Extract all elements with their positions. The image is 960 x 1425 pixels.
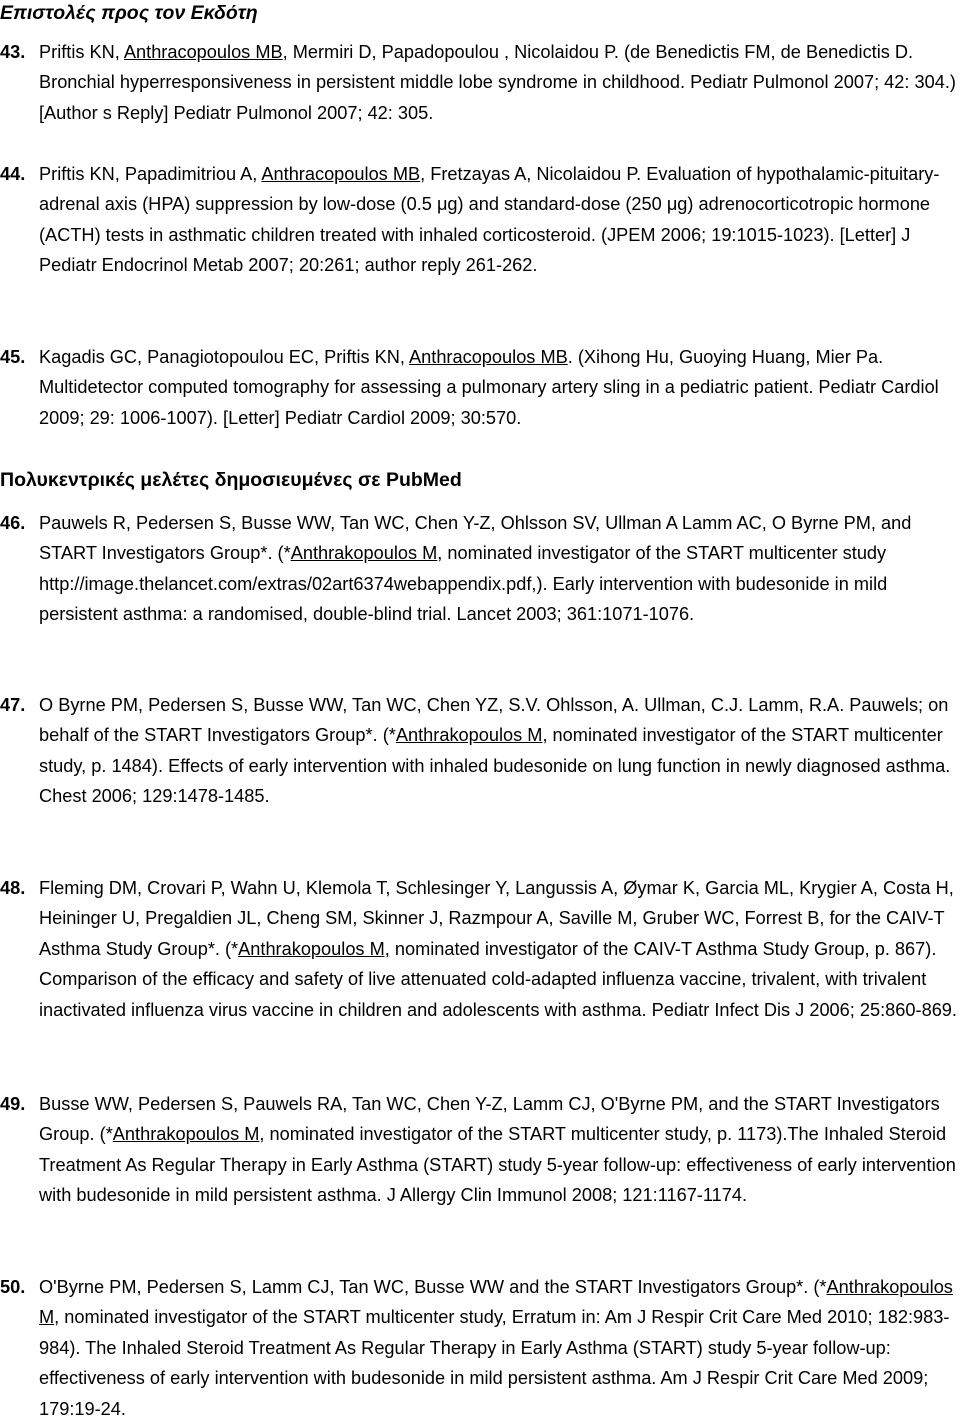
reference-text: Kagadis GC, Panagiotopoulou EC, Priftis KN, Anthracopoulos MB. (Xihong Hu, Guoying Huang, Mier Pa. Multidetector computed tomography for assessing a pulmonary artery sling in a pediatric patient. Pediatr Cardiol 2009; 29: 1006-1007). [Letter] Pediatr Cardiol 2009; 30:570.: [39, 347, 939, 428]
reference-number: 46.: [0, 513, 26, 533]
author-name-underlined: Anthrakopoulos M: [112, 1124, 260, 1145]
reference-text: O'Byrne PM, Pedersen S, Lamm CJ, Tan WC, Busse WW and the START Investigators Group*. (*Anthrakopoulos M, nominated investigator of the START multicenter study, Erratum in: Am J Respir Crit Care Med 2010; 182:983-984). The Inhaled Steroid Treatment As Regular Therapy in Early Asthma (START) study 5-year follow-up: effectiveness of early intervention with budesonide in mild persistent asthma. Am J Respir Crit Care Med 2009; 179:19-24.: [39, 1277, 953, 1419]
multicenter-heading: Πολυκεντρικές μελέτες δημοσιευμένες σε PubMed: [0, 469, 462, 491]
author-name-underlined: Anthracopoulos MB: [261, 164, 421, 184]
reference-text: Busse WW, Pedersen S, Pauwels RA, Tan WC, Chen Y-Z, Lamm CJ, O'Byrne PM, and the START Investigators Group. (*Anthrakopoulos M, nominated investigator of the START multicenter study, p. 1173).The Inhaled Steroid Treatment As Regular Therapy in Early Asthma (START) study 5-year follow-up: effectiveness of early intervention with budesonide in mild persistent asthma. J Allergy Clin Immunol 2008; 121:1167-1174.: [39, 1094, 956, 1206]
reference-number: 45.: [0, 347, 26, 367]
reference-number: 47.: [0, 695, 26, 715]
reference-text: O Byrne PM, Pedersen S, Busse WW, Tan WC, Chen YZ, S.V. Ohlsson, A. Ullman, C.J. Lamm, R.A. Pauwels; on behalf of the START Investigators Group*. (*Anthrakopoulos M, nominated investigator of the START multicenter study, p. 1484). Effects of early intervention with inhaled budesonide on lung function in newly diagnosed asthma. Chest 2006; 129:1478-1485.: [39, 695, 951, 807]
reference-entry-49: [0, 1089, 960, 1211]
reference-number: 50.: [0, 1277, 26, 1297]
reference-entry-43: [0, 37, 960, 128]
reference-entry-46: [0, 508, 960, 630]
letters-heading: Επιστολές προς τον Εκδότη: [0, 2, 258, 24]
reference-number: 43.: [0, 42, 26, 62]
reference-entry-45: [0, 342, 960, 433]
reference-entry-50: [0, 1272, 960, 1424]
reference-entry-44: [0, 159, 960, 281]
reference-number: 49.: [0, 1094, 26, 1114]
author-name-underlined: Anthracopoulos MB: [123, 42, 283, 62]
author-name-underlined: Anthrakopoulos M: [39, 1277, 953, 1328]
reference-entry-47: [0, 690, 960, 812]
reference-text: Pauwels R, Pedersen S, Busse WW, Tan WC, Chen Y-Z, Ohlsson SV, Ullman A Lamm AC, O Byrne PM, and START Investigators Group*. (*Anthrakopoulos M, nominated investigator of the START multicenter study http://image.thelancet.com/extras/02art6374webappendix.pdf,). Early intervention with budesonide in mild persistent asthma: a randomised, double-blind trial. Lancet 2003; 361:1071-1076.: [39, 513, 912, 625]
reference-text: Priftis KN, Anthracopoulos MB, Mermiri D, Papadopoulou , Nicolaidou P. (de Benedictis FM, de Benedictis D. Bronchial hyperresponsiveness in persistent middle lobe syndrome in childhood. Pediatr Pulmonol 2007; 42: 304.) [Author s Reply] Pediatr Pulmonol 2007; 42: 305.: [39, 42, 956, 123]
reference-entry-48: [0, 873, 960, 1025]
reference-text: Priftis KN, Papadimitriou A, Anthracopoulos MB, Fretzayas A, Nicolaidou P. Evaluation of hypothalamic-pituitary-adrenal axis (HPA) suppression by low-dose (0.5 μg) and standard-dose (250 μg) adrenocorticotropic hormone (ACTH) tests in asthmatic children treated with inhaled corticosteroid. (JPEM 2006; 19:1015-1023). [Letter] J Pediatr Endocrinol Metab 2007; 20:261; author reply 261-262.: [39, 164, 940, 276]
author-name-underlined: Anthracopoulos MB: [409, 347, 568, 367]
reference-number: 48.: [0, 878, 26, 898]
reference-text: Fleming DM, Crovari P, Wahn U, Klemola T, Schlesinger Y, Langussis A, Øymar K, Garcia ML, Krygier A, Costa H, Heininger U, Pregaldien JL, Cheng SM, Skinner J, Razmpour A, Saville M, Gruber WC, Forrest B, for the CAIV-T Asthma Study Group*. (*Anthrakopoulos M, nominated investigator of the CAIV-T Asthma Study Group, p. 867). Comparison of the efficacy and safety of live attenuated cold-adapted influenza vaccine, trivalent, with trivalent inactivated influenza virus vaccine in children and adolescents with asthma. Pediatr Infect Dis J 2006; 25:860-869.: [39, 878, 957, 1020]
reference-number: 44.: [0, 164, 26, 184]
author-name-underlined: Anthrakopoulos M: [395, 725, 543, 746]
author-name-underlined: Anthrakopoulos M,: [238, 938, 390, 959]
author-name-underlined: Anthrakopoulos M: [290, 543, 438, 564]
